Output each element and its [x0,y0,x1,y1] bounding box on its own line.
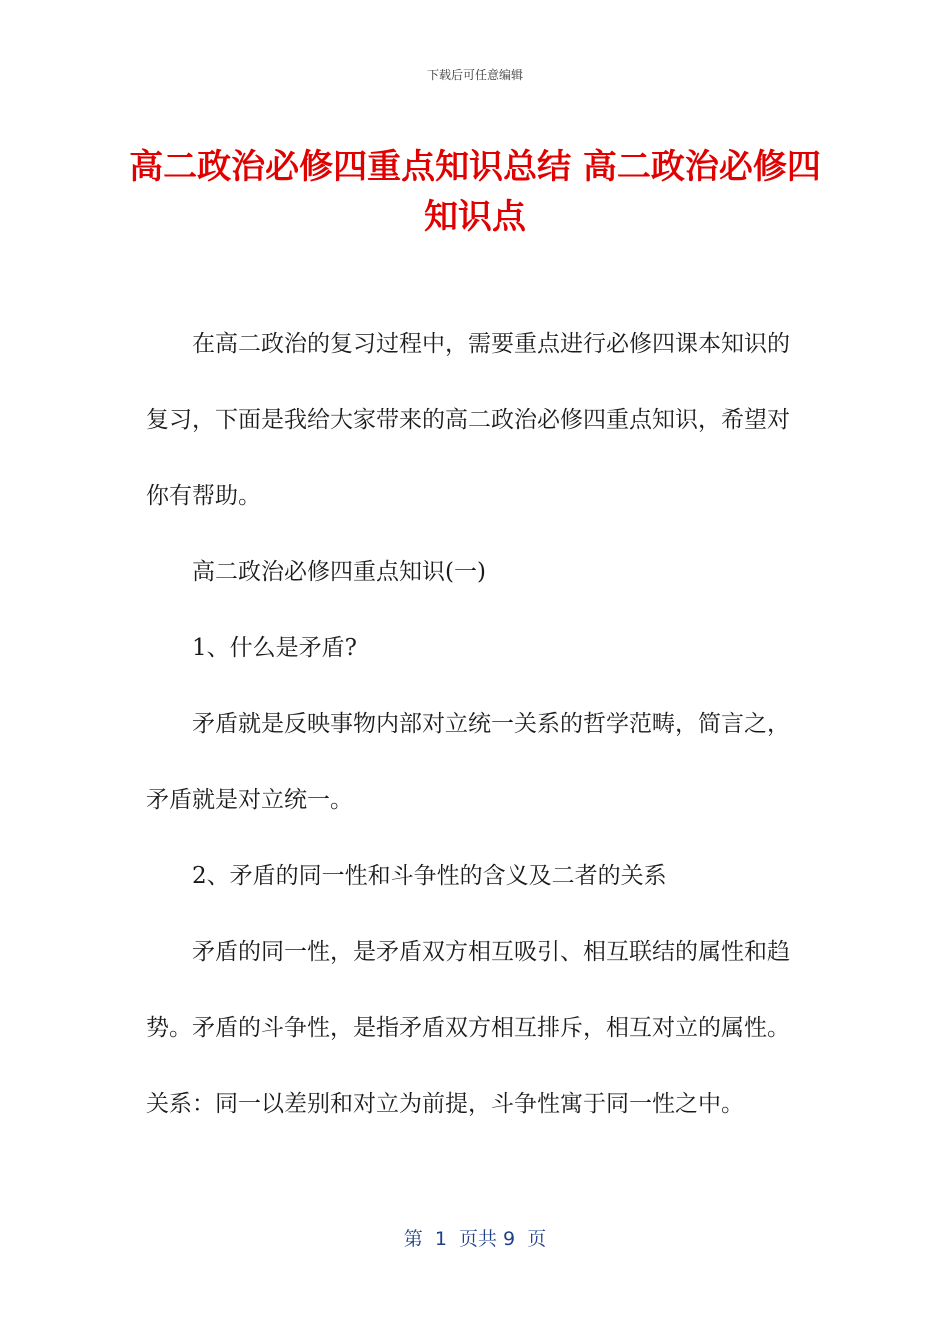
paragraph-intro: 在高二政治的复习过程中，需要重点进行必修四课本知识的复习，下面是我给大家带来的高二政治必修四重点知识，希望对你有帮助。 [146,331,790,509]
question-1: 1、什么是矛盾? [192,635,357,661]
page-number: 第 1 页共 9 页 [403,1228,547,1250]
question-2: 2、矛盾的同一性和斗争性的含义及二者的关系 [192,863,667,889]
answer-1: 矛盾就是反映事物内部对立统一关系的哲学范畴，简言之，矛盾就是对立统一。 [146,711,790,813]
download-note: 下载后可任意编辑 [426,68,523,82]
section-heading: 高二政治必修四重点知识(一) [192,559,486,585]
document-body [146,306,796,1142]
document-title: 高二政治必修四重点知识总结 高二政治必修四知识点 [129,147,821,237]
answer-2: 矛盾的同一性，是矛盾双方相互吸引、相互联结的属性和趋势。矛盾的斗争性，是指矛盾双方相互排斥，相互对立的属性。关系：同一以差别和对立为前提，斗争性寓于同一性之中。 [146,939,790,1117]
